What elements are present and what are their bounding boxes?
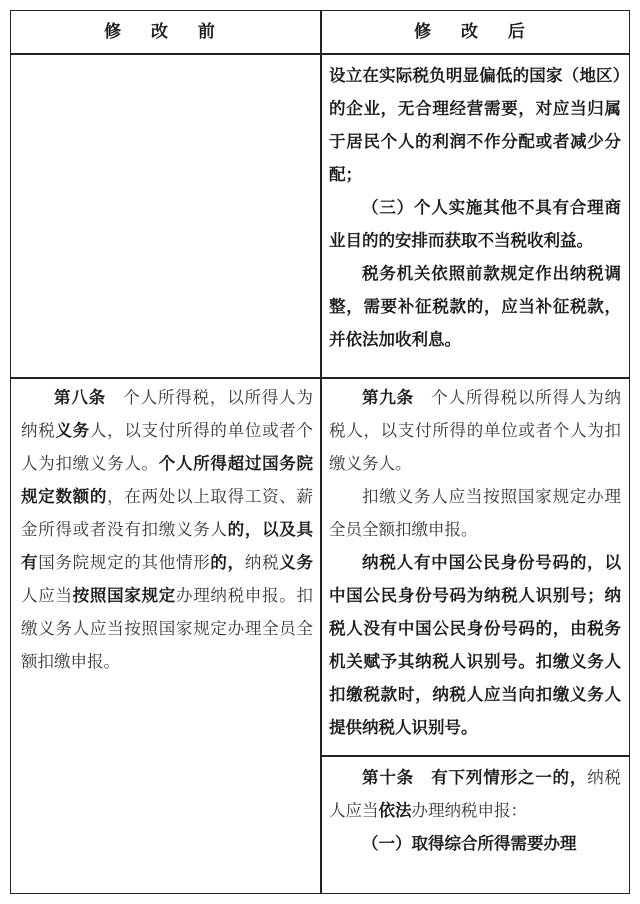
text-span: 的， bbox=[210, 553, 245, 572]
text-span: 个人所得超过国务院规定数额的 bbox=[21, 454, 313, 506]
text-span: ，在两处以上取得工资、薪金所得或者没有扣缴义务人 bbox=[21, 487, 313, 539]
text-span: 人，以支付所得的单位或者个人为扣缴义务人。 bbox=[21, 421, 313, 473]
text-span: 有下列情形之一的， bbox=[413, 768, 588, 787]
text-span: 义务 bbox=[279, 553, 313, 572]
article-8-title: 第八条 bbox=[54, 388, 106, 407]
text-span: 国务院规定的其他情形 bbox=[38, 553, 211, 572]
text-span: 个人所得税以所得人为纳税人，以支付所得的单位或者个人为扣缴义务人。 bbox=[329, 388, 622, 473]
text-span: 人应当 bbox=[21, 586, 73, 605]
text-span: 纳税 bbox=[244, 553, 280, 572]
row1-after-p1: 设立在实际税负明显偏低的国家（地区）的企业，无合理经营需要，对应当归属于居民个人的利润不作分配或者减少分配； bbox=[329, 66, 621, 184]
text-span: 按照国家规定 bbox=[72, 586, 176, 605]
comparison-table bbox=[10, 10, 630, 894]
header-after: 修 改 后 bbox=[414, 22, 537, 42]
row2-before-cell bbox=[21, 381, 313, 678]
text-span: 纳税人应当 bbox=[329, 768, 622, 820]
article-10-title: 第十条 bbox=[362, 768, 414, 787]
header-before: 修 改 前 bbox=[104, 22, 227, 42]
row3-after-p1 bbox=[329, 761, 621, 827]
text-span: 义务 bbox=[55, 421, 90, 440]
article-9-title: 第九条 bbox=[362, 388, 414, 407]
text-span: 办理纳税申报： bbox=[411, 801, 527, 820]
row3-after-cell bbox=[329, 761, 621, 860]
row2-after-p3: 纳税人有中国公民身份号码的，以中国公民身份号码为纳税人识别号；纳税人没有中国公民身份号码的，由税务机关赋予其纳税人识别号。扣缴义务人扣缴税款时，纳税人应当向扣缴义务人提供纳税人识别号。 bbox=[329, 553, 621, 737]
text-span: 个人所得税，以所得人为纳税 bbox=[21, 388, 314, 440]
row2-after-cell bbox=[329, 381, 621, 744]
row1-after-p3: 税务机关依照前款规定作出纳税调整，需要补征税款的，应当补征税款，并依法加收利息。 bbox=[329, 264, 621, 349]
text-span: 依法 bbox=[378, 801, 412, 820]
row2-after-p2: 扣缴义务人应当按照国家规定办理全员全额扣缴申报。 bbox=[329, 487, 621, 539]
row1-after-cell bbox=[329, 59, 621, 356]
text-span: 的，以及具有 bbox=[21, 520, 313, 572]
row2-after-p1 bbox=[329, 381, 621, 480]
row1-after-p2: （三）个人实施其他不具有合理商业目的的安排而获取不当税收利益。 bbox=[329, 198, 621, 250]
row3-after-p2: （一）取得综合所得需要办理 bbox=[362, 834, 577, 853]
header-divider bbox=[11, 53, 629, 55]
text-span: 办理纳税申报。扣缴义务人应当按照国家规定办理全员全额扣缴申报。 bbox=[21, 586, 313, 671]
row-divider bbox=[11, 377, 629, 379]
right-row-divider bbox=[321, 755, 629, 757]
column-divider bbox=[320, 11, 322, 893]
row2-before-para bbox=[21, 381, 313, 678]
